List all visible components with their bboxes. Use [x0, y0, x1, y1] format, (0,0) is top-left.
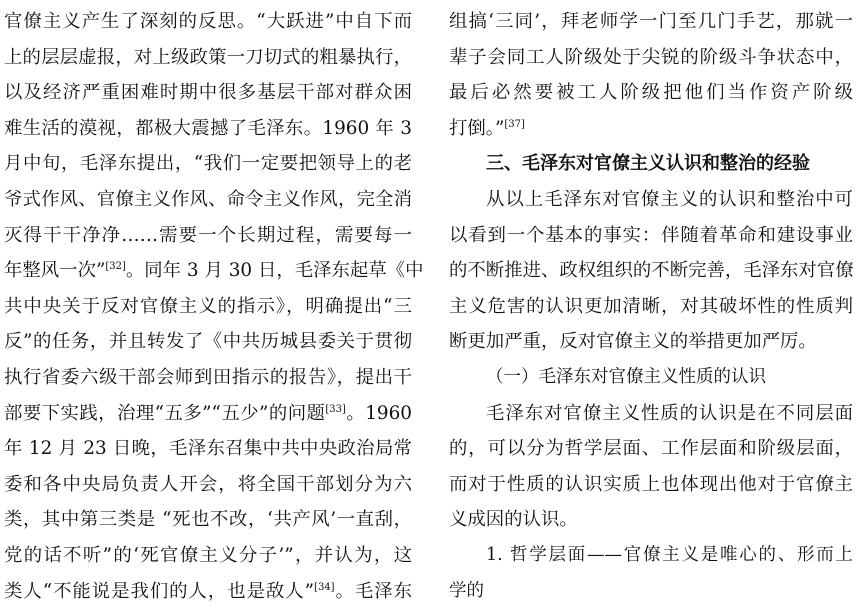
- text-line: 部要下实践，治理“五多”“五少”的问题[33]。1960: [4, 396, 412, 432]
- text-line: 以看到一个基本的事实：伴随着革命和建设事业: [449, 218, 853, 254]
- text-line: 的不断推进、政权组织的不断完善，毛泽东对官僚: [449, 253, 853, 289]
- section-heading: 三、毛泽东对官僚主义认识和整治的经验: [449, 146, 853, 182]
- text-line: 毛泽东对官僚主义性质的认识是在不同层面: [449, 396, 853, 432]
- text-line: 上的层层虚报，对上级政策一刀切式的粗暴执行，: [4, 40, 412, 76]
- text-line: 委和各中央局负责人开会，将全国干部划分为六: [4, 467, 412, 503]
- citation-ref: [34]: [314, 582, 335, 593]
- text-line: 共中央关于反对官僚主义的指示》，明确提出“三: [4, 289, 412, 325]
- text-line: 爷式作风、官僚主义作风、命令主义作风，完全消: [4, 182, 412, 218]
- text-line: 以及经济严重困难时期中很多基层干部对群众困: [4, 75, 412, 111]
- text-line: 月中旬，毛泽东提出，“我们一定要把领导上的老: [4, 146, 412, 182]
- text-line: 组搞‘三同’，拜老师学一门至几门手艺，那就一: [449, 4, 853, 40]
- citation-ref: [32]: [105, 261, 126, 272]
- text-line: 辈子会同工人阶级处于尖锐的阶级斗争状态中，: [449, 40, 853, 76]
- text-line: 而对于性质的认识实质上也体现出他对于官僚主: [449, 467, 853, 503]
- subsection-heading: （一）毛泽东对官僚主义性质的认识: [449, 360, 853, 396]
- text-line: 断更加严重，反对官僚主义的举措更加严厉。: [449, 324, 853, 360]
- text-line: 类，其中第三类是 “死也不改，‘共产风’一直刮，: [4, 502, 412, 538]
- text-line: 主义危害的认识更加清晰，对其破坏性的性质判: [449, 289, 853, 325]
- text-line: 类人“不能说是我们的人，也是敌人”[34]。毛泽东: [4, 574, 412, 609]
- text-line: 灭得干干净净……需要一个长期过程，需要每一: [4, 218, 412, 254]
- item-heading-line: 1. 哲学层面——官僚主义是唯心的、形而上: [449, 538, 853, 574]
- text-line: 党的话不听”的‘死官僚主义分子’”，并认为，这: [4, 538, 412, 574]
- text-line: 年 12 月 23 日晚，毛泽东召集中共中央政治局常: [4, 431, 412, 467]
- citation-ref: [37]: [504, 119, 525, 130]
- text-line: 官僚主义产生了深刻的反思。“大跃进”中自下而: [4, 4, 412, 40]
- text-line: 打倒。”[37]: [449, 111, 853, 147]
- text-line: 执行省委六级干部会师到田指示的报告》，提出干: [4, 360, 412, 396]
- text-line: 最后必然要被工人阶级把他们当作资产阶级: [449, 75, 853, 111]
- text-line: 义成因的认识。: [449, 502, 853, 538]
- text-line: 从以上毛泽东对官僚主义的认识和整治中可: [449, 182, 853, 218]
- item-heading-line: 学的: [449, 574, 853, 609]
- citation-ref: [33]: [325, 404, 346, 415]
- text-line: 难生活的漠视，都极大震撼了毛泽东。1960 年 3: [4, 111, 412, 147]
- left-column: [4, 4, 412, 609]
- text-line: 年整风一次”[32]。同年 3 月 30 日，毛泽东起草《中: [4, 253, 412, 289]
- text-line: 反”的任务，并且转发了《中共历城县委关于贯彻: [4, 324, 412, 360]
- right-column: [449, 4, 853, 609]
- text-line: 的，可以分为哲学层面、工作层面和阶级层面，: [449, 431, 853, 467]
